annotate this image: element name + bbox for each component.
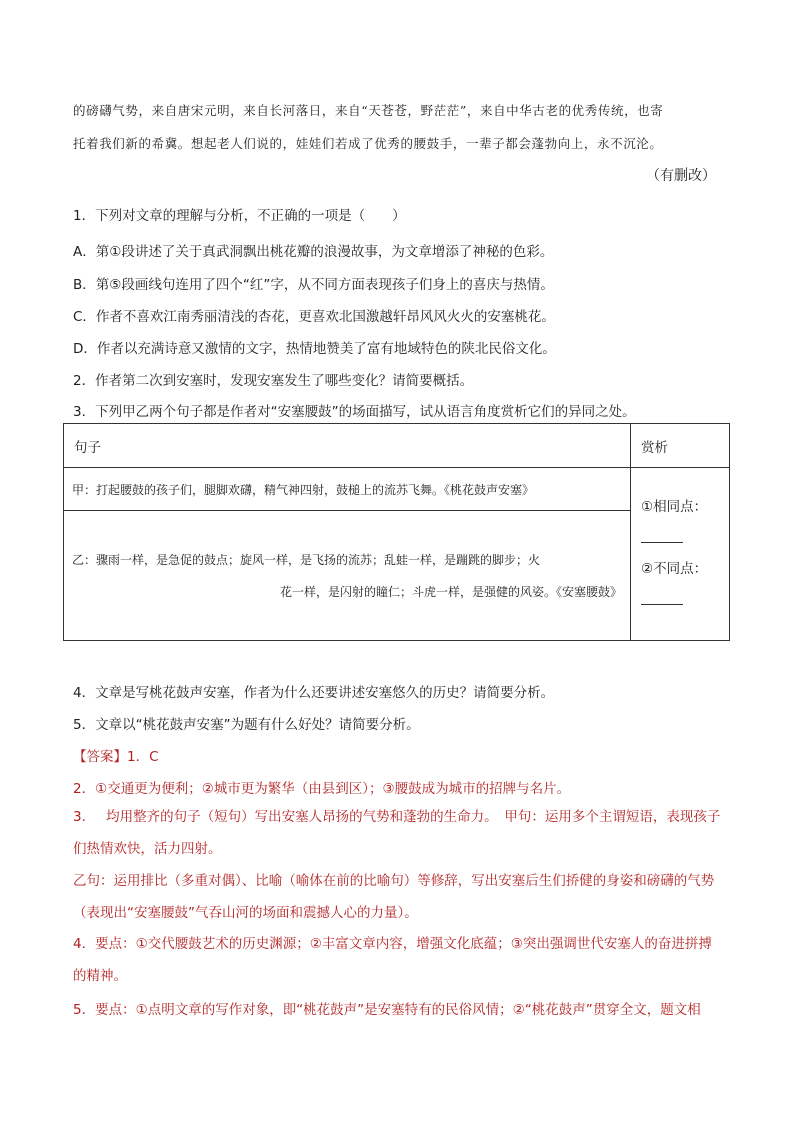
option-b: B．第⑤段画线句连用了四个“红”字，从不同方面表现孩子们身上的喜庆与热情。 bbox=[73, 277, 554, 293]
passage-line-1: 的磅礴气势，来自唐宋元明，来自长河落日，来自“天苍苍，野茫茫”，来自中华古老的优秀传统，也寄 bbox=[73, 103, 664, 118]
answer-5: 5．要点：①点明文章的写作对象，即“桃花鼓声”是安塞特有的民俗风情；②“桃花鼓声”贯穿全文，题文相 bbox=[73, 1002, 701, 1018]
question-2: 2．作者第二次到安塞时，发现安塞发生了哪些变化？请简要概括。 bbox=[73, 373, 474, 389]
option-d: D．作者以充满诗意又激情的文字，热情地赞美了富有地域特色的陕北民俗文化。 bbox=[73, 341, 556, 357]
diff-point-label: ②不同点： bbox=[641, 561, 708, 577]
option-c: C．作者不喜欢江南秀丽清浅的杏花，更喜欢北国激越轩昂风风火火的安塞桃花。 bbox=[73, 309, 555, 325]
edit-note: （有删改） bbox=[646, 168, 716, 184]
option-a: A．第①段讲述了关于真武洞飘出桃花瓣的浪漫故事，为文章增添了神秘的色彩。 bbox=[73, 244, 554, 260]
table-row-jia: 甲：打起腰鼓的孩子们，腿脚欢礴，精气神四射，鼓槌上的流苏飞舞。《桃花鼓声安塞》 bbox=[64, 468, 631, 511]
table-header-analysis: 赏析 bbox=[631, 424, 730, 468]
diff-point-blank[interactable] bbox=[641, 603, 683, 605]
same-point-blank[interactable] bbox=[641, 541, 683, 543]
answer-1 bbox=[73, 745, 159, 765]
answer-3: 3． 均用整齐的句子（短句）写出安塞人昂扬的气势和蓬勃的生命力。 甲句：运用多个主谓短语，表现孩子们热情欢快，活力四射。 bbox=[73, 809, 721, 857]
row-yi-line-1: 乙：骤雨一样，是急促的鼓点；旋风一样，是飞扬的流苏；乱蛙一样，是蹦跳的脚步；火 bbox=[72, 552, 541, 567]
question-1: 1．下列对文章的理解与分析，不正确的一项是（ ） bbox=[73, 208, 406, 224]
question-5: 5．文章以“桃花鼓声安塞”为题有什么好处？请简要分析。 bbox=[73, 717, 420, 733]
question-3: 3．下列甲乙两个句子都是作者对“安塞腰鼓”的场面描写，试从语言角度赏析它们的异同之处。 bbox=[73, 404, 636, 420]
table-row-yi bbox=[64, 511, 631, 641]
answer-4: 4．要点：①交代腰鼓艺术的历史渊源；②丰富文章内容，增强文化底蕴；③突出强调世代安塞人的奋进拼搏的精神。 bbox=[73, 936, 712, 984]
passage-line-2: 托着我们新的希冀。想起老人们说的，娃娃们若成了优秀的腰鼓手，一辈子都会蓬勃向上，永不沉沦。 bbox=[73, 136, 663, 151]
analysis-table bbox=[63, 423, 730, 641]
row-yi-line-2: 花一样，是闪射的瞳仁；斗虎一样，是强健的风姿。《安塞腰鼓》 bbox=[279, 584, 622, 599]
table-header-sentence: 句子 bbox=[64, 424, 631, 468]
answer-2: 2．①交通更为便利；②城市更为繁华（由县到区）；③腰鼓成为城市的招牌与名片。 bbox=[73, 781, 571, 797]
question-4: 4．文章是写桃花鼓声安塞，作者为什么还要讲述安塞悠久的历史？请简要分析。 bbox=[73, 685, 555, 701]
answer-3-yi: 乙句：运用排比（多重对偶）、比喻（喻体在前的比喻句）等修辞，写出安塞后生们挢健的身姿和磅礴的气势（表现出“安塞腰鼓”气吞山河的场面和震撼人心的力量）。 bbox=[73, 873, 715, 921]
answer-1-text: 1．C bbox=[127, 749, 159, 765]
answer-label: 【答案】 bbox=[73, 749, 127, 765]
same-point-label: ①相同点： bbox=[641, 499, 708, 515]
analysis-cell bbox=[631, 468, 730, 641]
